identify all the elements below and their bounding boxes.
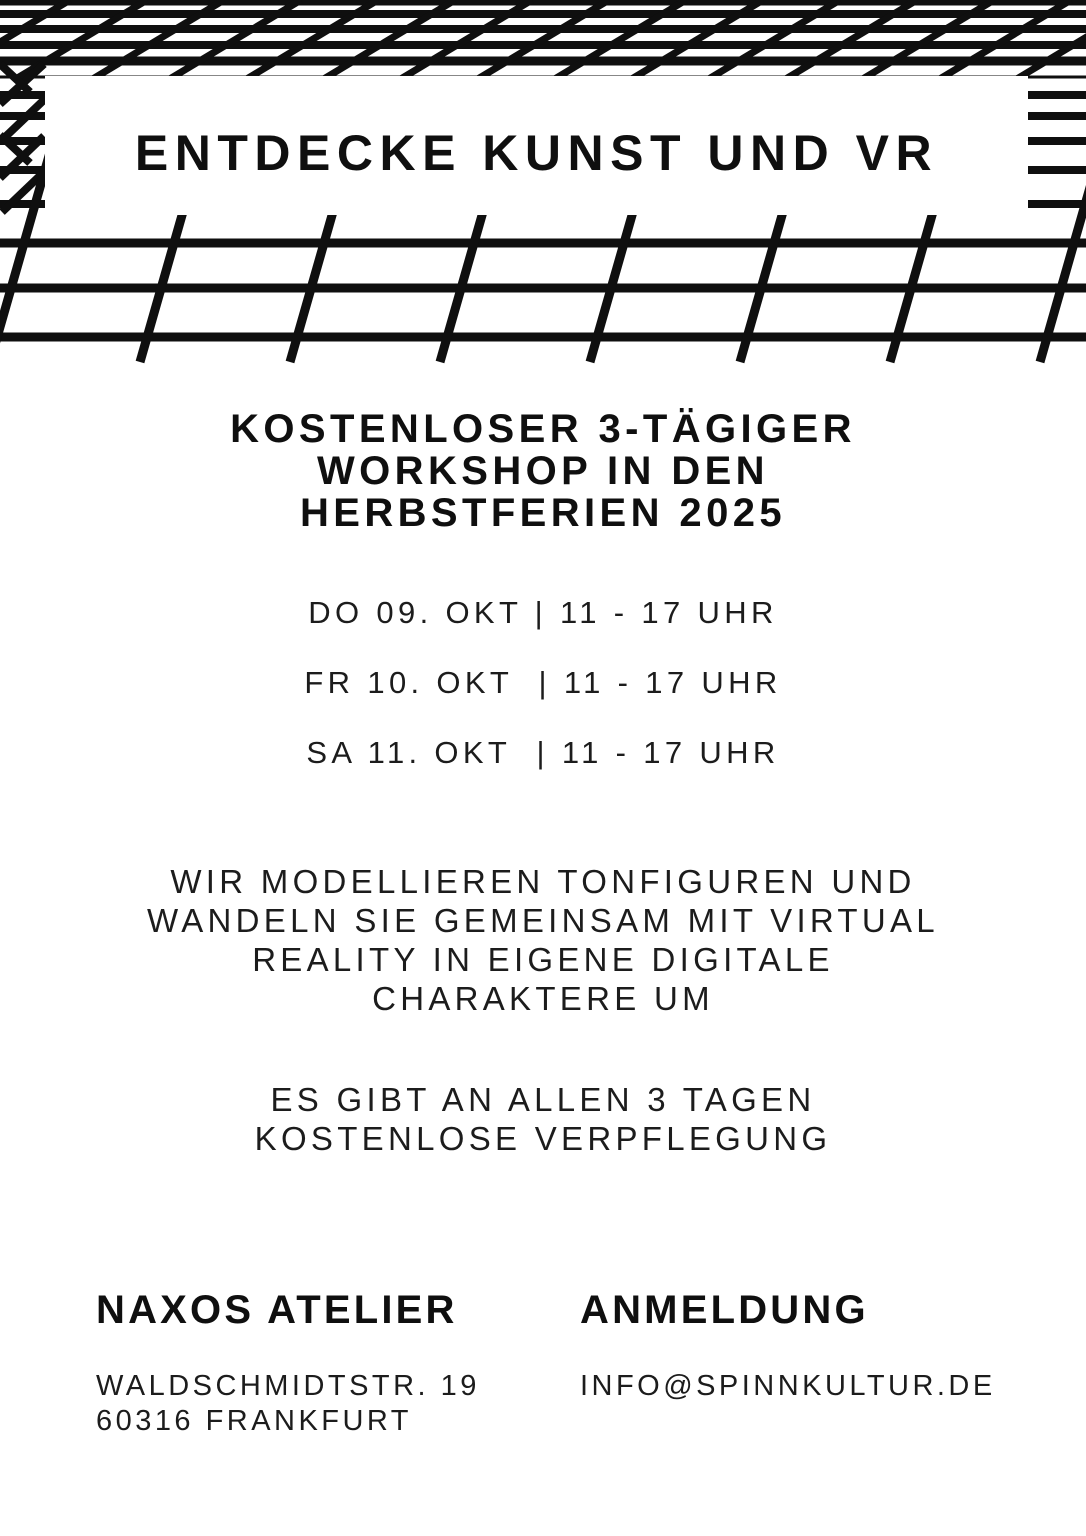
description-paragraph xyxy=(0,862,1086,1018)
schedule xyxy=(0,596,1086,806)
venue-info xyxy=(96,1288,480,1439)
flyer-title: ENTDECKE KUNST UND VR xyxy=(134,124,939,181)
title-box xyxy=(45,76,1028,215)
headline xyxy=(0,408,1086,534)
headline-line: HERBSTFERIEN 2025 xyxy=(299,491,787,535)
schedule-day-3: SA 11. OKT | 11 - 17 UHR xyxy=(306,735,780,770)
venue-address xyxy=(96,1369,480,1439)
schedule-day-1: DO 09. OKT | 11 - 17 UHR xyxy=(308,595,778,630)
venue-address-line: WALDSCHMIDTSTR. 19 xyxy=(96,1370,480,1402)
description-line: WANDELN SIE GEMEINSAM MIT VIRTUAL xyxy=(147,902,939,939)
description-line: CHARAKTERE UM xyxy=(372,980,714,1017)
schedule-day-2: FR 10. OKT | 11 - 17 UHR xyxy=(304,665,782,700)
description-line: REALITY IN EIGENE DIGITALE xyxy=(252,941,834,978)
headline-line: WORKSHOP IN DEN xyxy=(317,449,769,493)
registration-heading: ANMELDUNG xyxy=(580,1288,869,1332)
venue-name: NAXOS ATELIER xyxy=(96,1288,458,1332)
catering-line: KOSTENLOSE VERPFLEGUNG xyxy=(254,1120,832,1157)
catering-paragraph xyxy=(0,1080,1086,1158)
venue-address-line: 60316 FRANKFURT xyxy=(96,1405,412,1437)
registration-email: INFO@SPINNKULTUR.DE xyxy=(580,1370,996,1402)
catering-line: ES GIBT AN ALLEN 3 TAGEN xyxy=(270,1081,816,1118)
hero-section xyxy=(0,0,1086,380)
registration-info xyxy=(580,1288,996,1404)
description-line: WIR MODELLIEREN TONFIGUREN UND xyxy=(170,863,916,900)
headline-line: KOSTENLOSER 3-TÄGIGER xyxy=(230,407,856,451)
